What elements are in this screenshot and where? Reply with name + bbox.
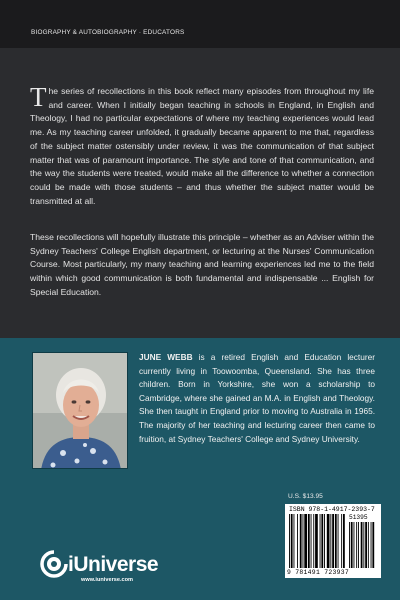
- blurb-paragraph-1: [30, 82, 374, 208]
- isbn-text: ISBN 978-1-4917-2393-7: [289, 506, 375, 513]
- price-addon-number: 51395: [349, 514, 368, 521]
- author-photo: [32, 352, 128, 469]
- publisher-logo: [40, 548, 160, 588]
- top-band: [0, 0, 400, 48]
- blurb-paragraph-2: These recollections will hopefully illustrate this principle – whether as an Adviser within the Sydney Teachers' College English department, or lecturing at the Nurses' Communication Course. Most particularly, my many teaching and learning experiences led me to the field within which good communication is both fundamental and indispensable ... English for Special Education.: [30, 232, 374, 297]
- author-bio: [139, 351, 375, 446]
- drop-cap: T: [30, 82, 47, 112]
- price-label: U.S. $13.95: [288, 493, 323, 500]
- isbn-barcode: [285, 504, 381, 578]
- blurb-paragraph-1-text: he series of recollections in this book reflect many episodes from throughout my life and career. When I initially began teaching in schools in England, in English and Theology, I had no particular expectations of where my teaching experiences would lead me. As my teaching career unfolded, it gradually became apparent to me that, regardless of the subject matter ostensibly under review, it was the communication of that subject matter that was of paramount importance. The style and tone of that communication, and the way the students were treated, would make all the difference to whether a connection could be made with those students – and thus whether the subject matter would be transmitted at all.: [30, 86, 374, 206]
- barcode-bars: [289, 514, 379, 570]
- author-name: JUNE WEBB: [139, 352, 193, 362]
- category-label: BIOGRAPHY & AUTOBIOGRAPHY · EDUCATORS: [31, 29, 185, 36]
- publisher-name: iUniverse: [68, 553, 159, 576]
- ean-number: 9 781491 723937: [287, 569, 350, 576]
- publisher-url: www.iuniverse.com: [81, 577, 134, 583]
- iuniverse-logo-icon: [40, 550, 68, 578]
- author-bio-text: is a retired English and Education lecturer currently living in Toowoomba, Queensland. She has three children. Born in Yorkshire, she won a scholarship to Cambridge, where she gained an M.A. in English and Theology. She then taught in England prior to moving to Australia in 1965. The majority of her teaching and lecturing career then came to fruition, at Sydney Teachers' College and Sydney University.: [139, 352, 375, 444]
